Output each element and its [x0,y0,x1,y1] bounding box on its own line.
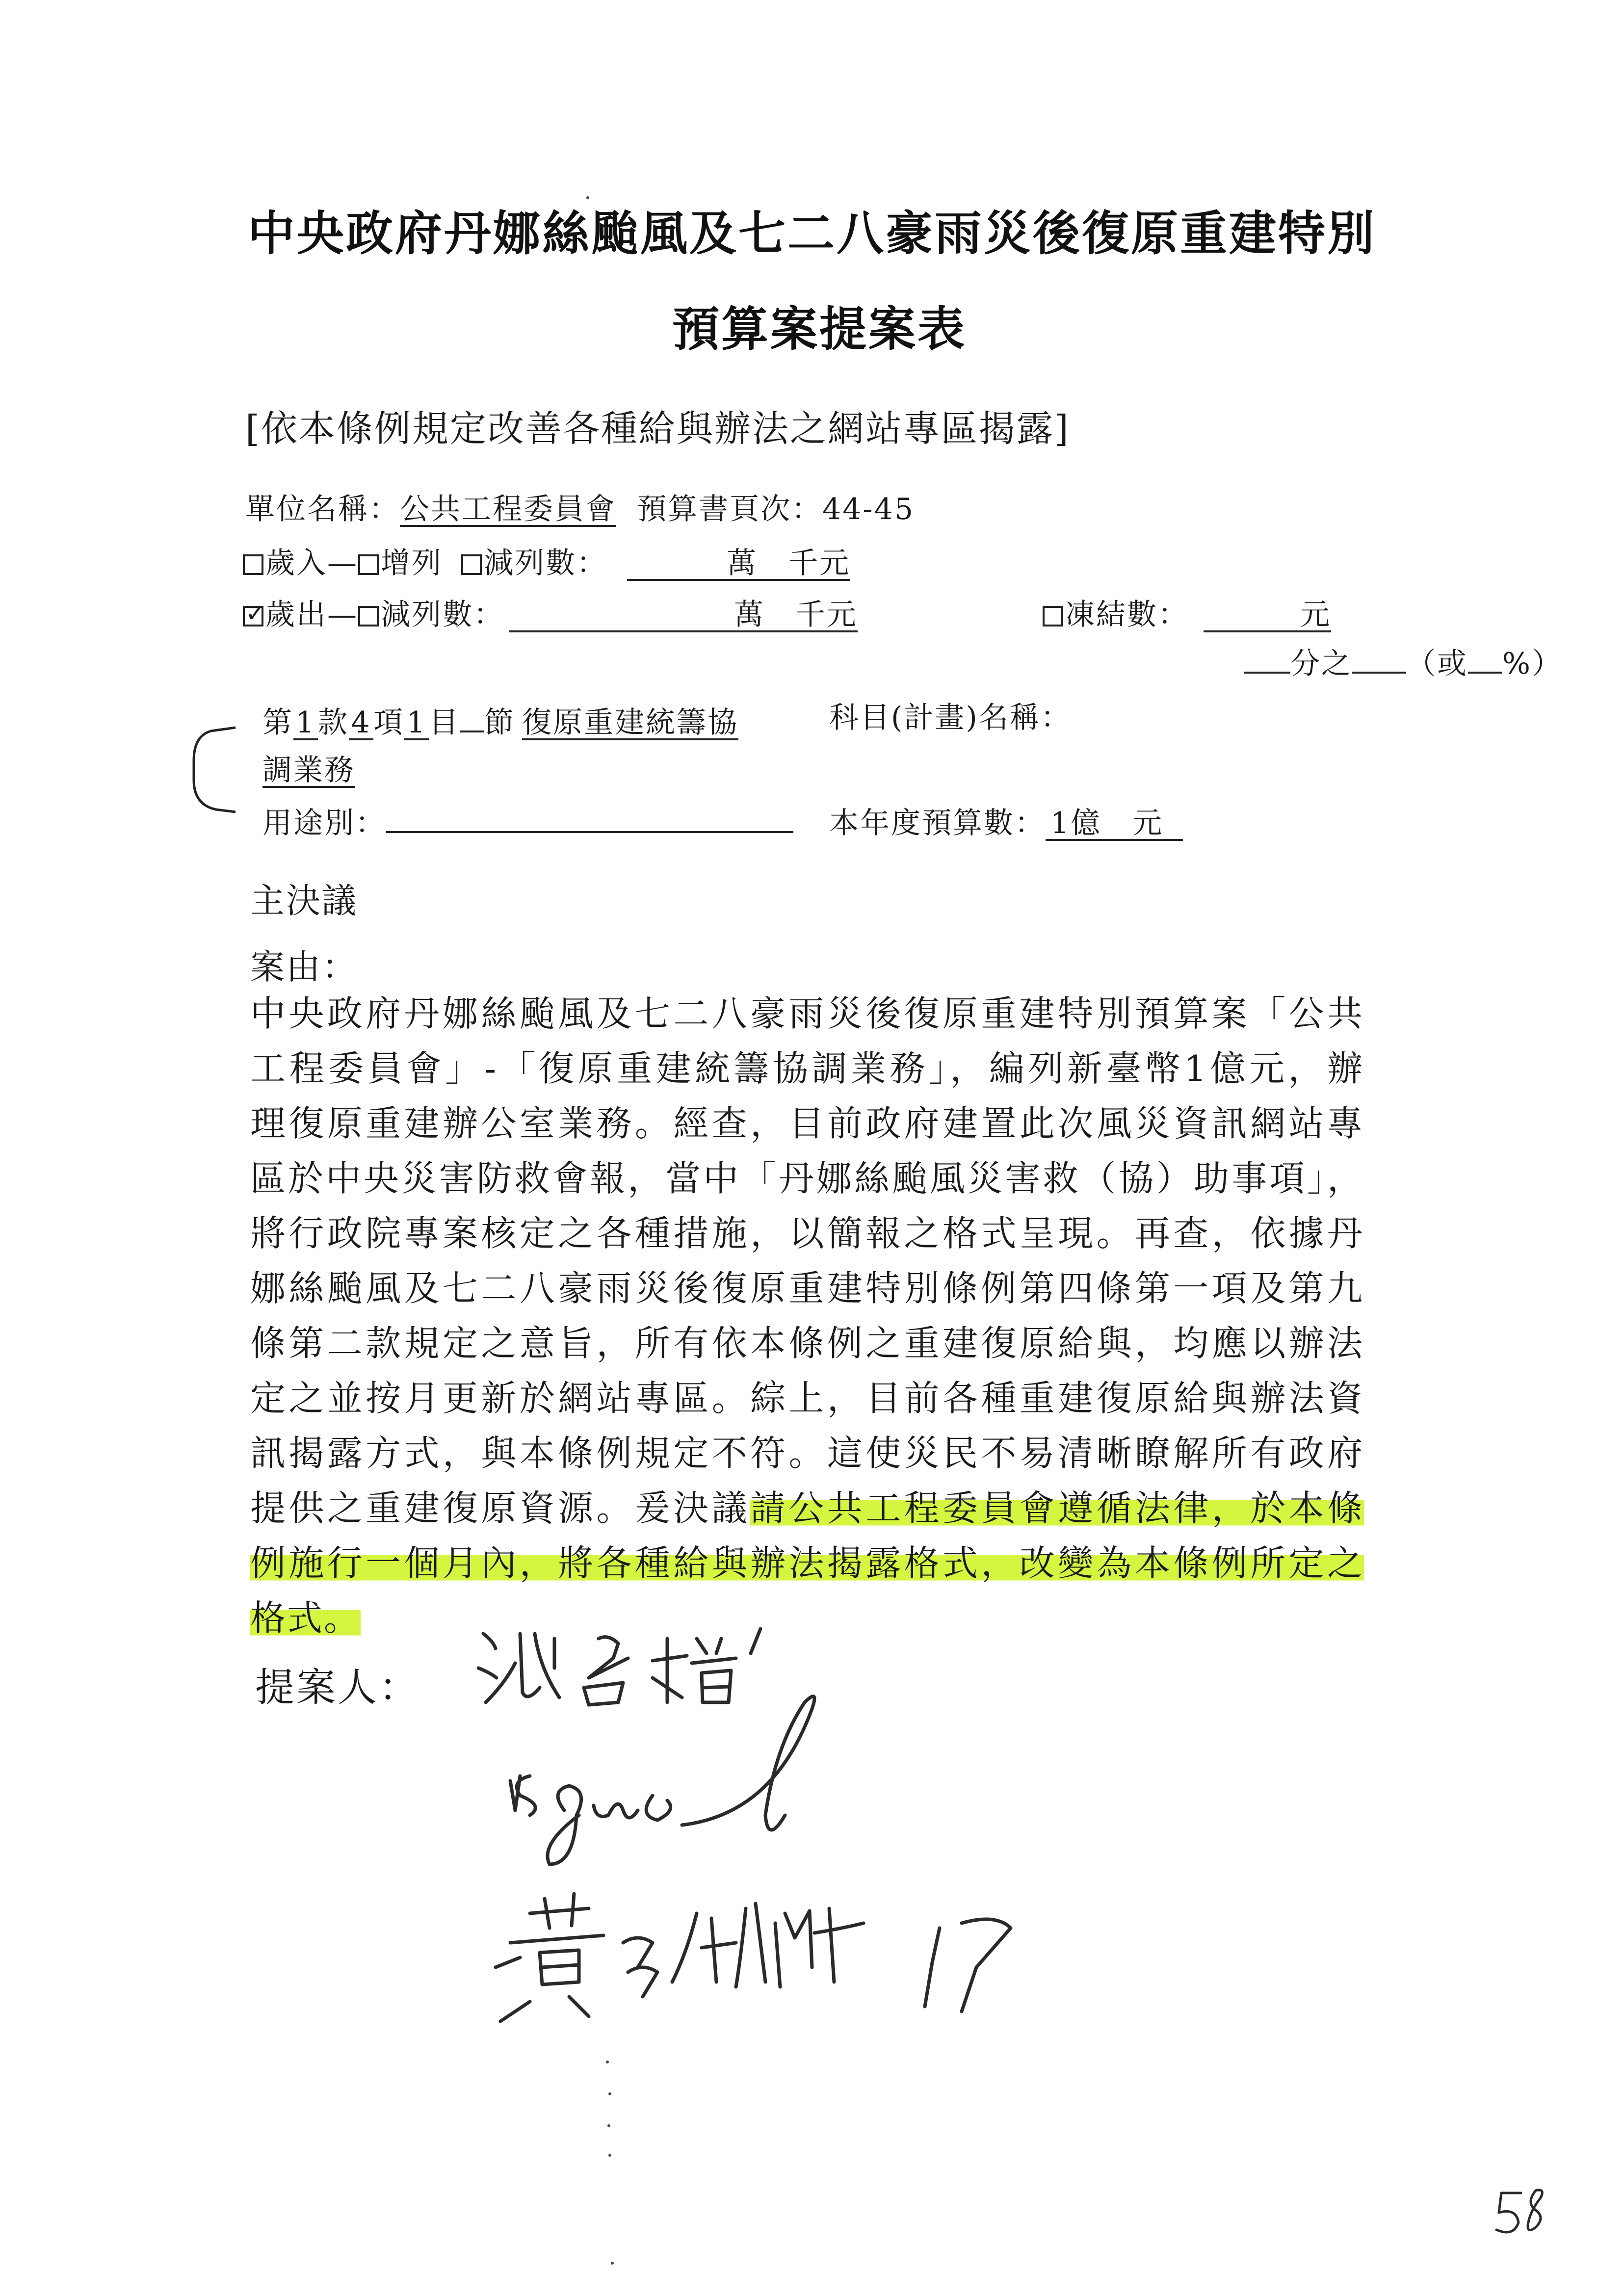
expense-label: 歲出— [265,598,358,632]
xiang-value: 4 [349,707,373,740]
program-name-part-1: 復原重建統籌協 [522,705,738,740]
percent-text: %） [1502,647,1563,681]
fraction-text: 分之 [1290,647,1352,681]
expense-amount-field[interactable]: 萬 千元 [509,600,858,632]
kuan-prefix: 第 [262,705,293,740]
reason-line: 區於中央災害防救會報，當中「丹娜絲颱風災害救（協）助事項」， [250,1158,1364,1199]
xiang-label: 項 [373,705,404,740]
mu-value: 1 [404,707,429,740]
speck [611,2262,614,2265]
page-value: 44-45 [822,492,915,526]
document-title-line-2: 預算案提案表 [672,302,967,357]
freeze-amount-field[interactable]: 元 [1204,600,1331,632]
highlighted-resolution-part-1: 請公共工程委員會遵循法律，於本條 [750,1487,1364,1529]
resolution-label: 主決議 [250,881,358,921]
subject-label: 科目(計畫)名稱： [829,701,1072,735]
reason-line: 理復原重建辦公室業務。經查，目前政府建置此次風災資訊網站專 [250,1103,1364,1144]
reason-line: 娜絲颱風及七二八豪雨災後復原重建特別條例第四條第一項及第九 [250,1268,1364,1309]
budget-label: 本年度預算數： [829,806,1046,840]
highlighted-resolution-part-2: 例施行一個月內，將各種給與辦法揭露格式，改變為本條例所定之 [250,1542,1364,1584]
highlighted-resolution-part-3: 格式。 [250,1597,361,1639]
program-name-part-2-text: 調業務 [262,753,355,787]
kuan-label: 款 [318,705,349,740]
document-subtitle: [依本條例規定改善各種給與辦法之網站專區揭露] [245,408,1070,450]
handwritten-page-number-58 [1496,2190,1542,2232]
speck [586,196,589,199]
or-text: （或 [1406,647,1468,681]
reason-line: 中央政府丹娜絲颱風及七二八豪雨災後復原重建特別預算案「公共 [250,993,1364,1034]
reason-line-10-plain: 提供之重建復原資源。爰決議 [250,1487,751,1529]
speck [607,2124,610,2127]
budget-value: 1億 元 [1046,808,1183,841]
document-title-line-1: 中央政府丹娜絲颱風及七二八豪雨災後復原重建特別 [248,206,1376,261]
kuan-value: 1 [293,707,318,740]
signature-1 [478,1629,760,1705]
mu-label: 目 [429,705,460,740]
page-label: 預算書頁次： [637,492,823,526]
reason-line: 定之並按月更新於網站專區。綜上，目前各種重建復原給與辦法資 [250,1378,1364,1419]
proposer-label: 提案人： [255,1665,420,1710]
reason-line: 訊揭露方式，與本條例規定不符。這使災民不易清晰瞭解所有政府 [250,1433,1364,1474]
reason-label: 案由： [250,947,358,987]
usage-label: 用途別： [262,806,386,840]
revenue-amount-field[interactable]: 萬 千元 [627,548,850,581]
reason-line: 將行政院專案核定之各種措施，以簡報之格式呈現。再查，依據丹 [250,1213,1364,1254]
jie-label: 節 [484,705,515,740]
unit-value: 公共工程委員會 [400,492,616,526]
speck [608,2092,611,2095]
signature-3 [496,1894,864,2021]
speck [606,2061,609,2063]
reason-line: 工程委員會」-「復原重建統籌協調業務」，編列新臺幣1億元，辦 [250,1048,1364,1089]
signature-2 [510,1696,814,1864]
expense-decrease-label: 減列數： [381,598,504,632]
handwritten-number-17 [925,1919,1011,2011]
reason-line: 條第二款規定之意旨，所有依本條例之重建復原給與，均應以辦法 [250,1323,1364,1364]
increase-label: 增列 [381,546,443,580]
unit-label: 單位名稱： [245,492,400,526]
revenue-label: 歲入— [265,546,358,580]
freeze-label: 凍結數： [1065,598,1189,632]
speck [608,2154,611,2157]
decrease-label: 減列數： [484,546,608,580]
